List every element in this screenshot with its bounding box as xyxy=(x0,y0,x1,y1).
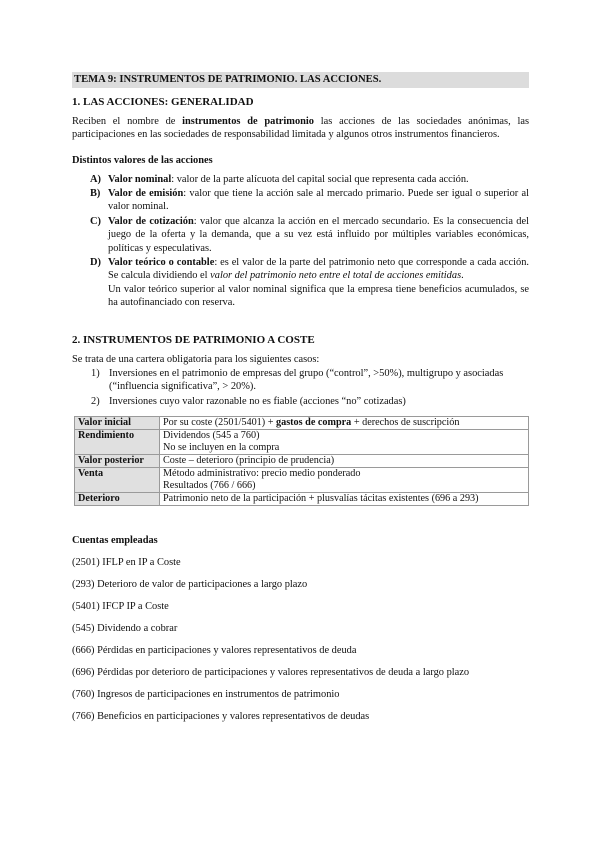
account-item: (766) Beneficios en participaciones y valores representativos de deudas xyxy=(72,711,370,722)
table-row xyxy=(75,493,529,506)
account-item: (5401) IFCP IP a Coste xyxy=(72,601,169,612)
case-item-2 xyxy=(91,395,529,408)
table-row xyxy=(75,430,529,455)
cost-table xyxy=(74,416,529,506)
page-title: TEMA 9: INSTRUMENTOS DE PATRIMONIO. LAS ACCIONES. xyxy=(72,72,529,88)
account-item: (545) Dividendo a cobrar xyxy=(72,623,178,634)
case-mark: 2) xyxy=(91,396,100,407)
item-term: Valor teórico o contable xyxy=(108,257,215,268)
account-item: (666) Pérdidas en participaciones y valores representativos de deuda xyxy=(72,645,357,656)
account-item: (760) Ingresos de participaciones en instrumentos de patrimonio xyxy=(72,689,340,700)
item-mark: C) xyxy=(90,216,101,227)
intro-text-pre: Reciben el nombre de xyxy=(72,116,183,127)
intro-term: instrumentos de patrimonio xyxy=(182,116,315,127)
account-item: (2501) IFLP en IP a Coste xyxy=(72,557,181,568)
values-heading: Distintos valores de las acciones xyxy=(72,155,213,166)
table-value: Coste – deterioro (principio de prudencia) xyxy=(160,455,529,468)
section1-intro xyxy=(72,115,529,142)
case-item-1 xyxy=(91,367,529,394)
item-term: Valor de cotización xyxy=(108,216,194,227)
value-item-d xyxy=(91,256,529,309)
table-value: Patrimonio neto de la participación + plusvalías tácitas existentes (696 a 293) xyxy=(160,493,529,506)
item-mark: D) xyxy=(90,257,101,268)
item-text: : valor de la parte alícuota del capital social que representa cada acción. xyxy=(171,174,469,185)
table-key: Rendimiento xyxy=(75,430,160,455)
item-text-after: . xyxy=(461,270,464,282)
item-term: Valor nominal xyxy=(108,174,172,185)
case-mark: 1) xyxy=(91,368,100,379)
value-item-c xyxy=(91,215,529,255)
table-key: Venta xyxy=(75,468,160,493)
account-item: (696) Pérdidas por deterioro de participaciones y valores representativos de deuda a largo plazo xyxy=(72,667,470,678)
item-term: Valor de emisión xyxy=(108,188,184,199)
item-text: : valor que tiene la acción sale al mercado primario. Puede ser igual o superior al valor nominal. xyxy=(108,188,529,213)
table-key: Deterioro xyxy=(75,493,160,506)
account-item: (293) Deterioro de valor de participaciones a largo plazo xyxy=(72,579,308,590)
table-value: Método administrativo: precio medio ponderado Resultados (766 / 666) xyxy=(160,468,529,493)
table-row xyxy=(75,455,529,468)
item-mark: A) xyxy=(90,174,101,185)
section2-intro: Se trata de una cartera obligatoria para los siguientes casos: xyxy=(72,354,320,365)
value-item-b xyxy=(91,187,529,214)
item-text: : es el valor de la parte del patrimonio neto que corresponde a cada acción. Se calcula dividiendo el xyxy=(108,257,529,282)
table-row xyxy=(75,417,529,430)
case-text: Inversiones en el patrimonio de empresas del grupo (“control”, >50%), multigrupo y asociadas (“influencia significativa”, > 20%). xyxy=(109,368,504,393)
section1-heading: 1. LAS ACCIONES: GENERALIDAD xyxy=(72,96,254,108)
intro-text-post: las acciones de las sociedades anónimas, las participaciones en las sociedades de responsabilidad limitada y algunos otros instrumentos financieros. xyxy=(72,116,529,141)
table-key: Valor posterior xyxy=(75,455,160,468)
section2-heading: 2. INSTRUMENTOS DE PATRIMONIO A COSTE xyxy=(72,334,315,346)
item-mark: B) xyxy=(90,188,101,199)
case-text: Inversiones cuyo valor razonable no es fiable (acciones “no” cotizadas) xyxy=(109,396,406,407)
item-text: : valor que alcanza la acción en el mercado secundario. Es la consecuencia del juego de la oferta y la demanda, que a su vez está influido por múltiples variables económicas, políticas y especulativas. xyxy=(108,216,529,254)
table-value: Por su coste (2501/5401) + gastos de compra + derechos de suscripción xyxy=(160,417,529,430)
table-key: Valor inicial xyxy=(75,417,160,430)
value-item-a xyxy=(91,173,529,186)
item-italic: valor del patrimonio neto entre el total de acciones emitidas xyxy=(210,270,462,282)
item-extra: Un valor teórico superior al valor nominal significa que la empresa tiene beneficios acumulados, se ha autofinanciado con reserva. xyxy=(108,283,529,308)
accounts-heading: Cuentas empleadas xyxy=(72,535,158,546)
table-row xyxy=(75,468,529,493)
table-value: Dividendos (545 a 760) No se incluyen en la compra xyxy=(160,430,529,455)
